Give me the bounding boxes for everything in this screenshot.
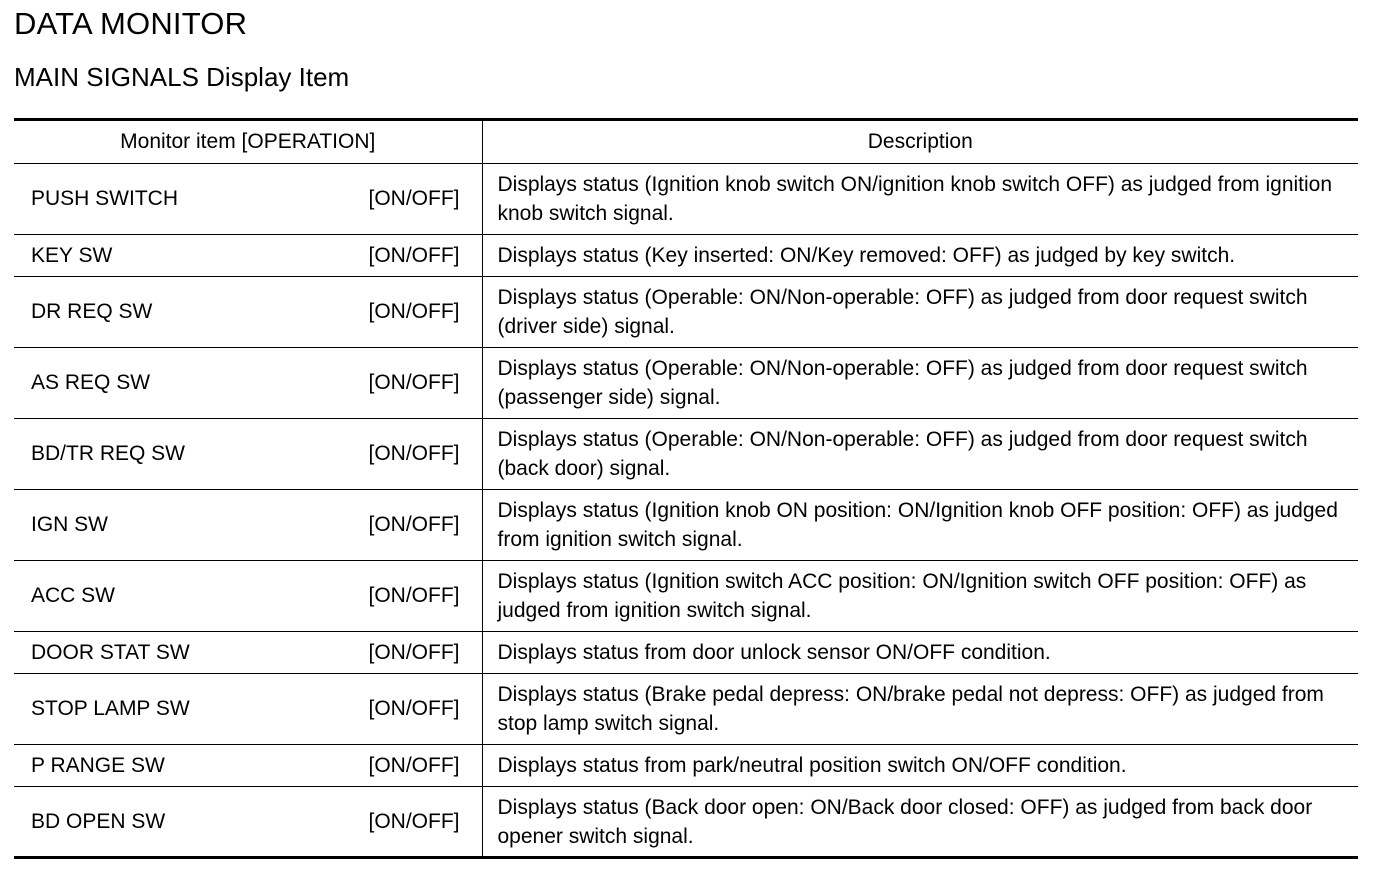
table-row <box>14 490 1358 561</box>
header-monitor-item: Monitor item [OPERATION] <box>14 120 482 164</box>
monitor-item-operation: [ON/OFF] <box>368 697 460 720</box>
signals-table <box>14 118 1358 859</box>
table-row <box>14 745 1358 787</box>
monitor-item-operation: [ON/OFF] <box>368 243 460 267</box>
monitor-item-name: KEY SW <box>31 243 113 267</box>
monitor-item-name: PUSH SWITCH <box>31 187 178 210</box>
section-title: MAIN SIGNALS Display Item <box>14 62 350 92</box>
monitor-item-cell <box>14 164 482 235</box>
table-header-row <box>14 120 1358 164</box>
description-cell: Displays status (Ignition switch ACC position: ON/Ignition switch OFF position: OFF) as judged from ignition switch signal. <box>482 561 1358 632</box>
monitor-item-name: DR REQ SW <box>31 300 153 323</box>
table-row <box>14 561 1358 632</box>
monitor-item-operation: [ON/OFF] <box>368 809 460 833</box>
monitor-item-operation: [ON/OFF] <box>368 640 460 664</box>
description-cell: Displays status (Operable: ON/Non-operable: OFF) as judged from door request switch (driver side) signal. <box>482 277 1358 348</box>
table-row <box>14 674 1358 745</box>
table-row <box>14 787 1358 858</box>
monitor-item-name: P RANGE SW <box>31 753 165 777</box>
table-row <box>14 419 1358 490</box>
monitor-item-operation: [ON/OFF] <box>368 513 460 536</box>
monitor-item-cell <box>14 277 482 348</box>
monitor-item-operation: [ON/OFF] <box>368 442 460 465</box>
table-row <box>14 164 1358 235</box>
monitor-item-cell <box>14 745 482 787</box>
monitor-item-operation: [ON/OFF] <box>368 753 460 777</box>
monitor-item-name: AS REQ SW <box>31 371 151 394</box>
monitor-item-name: IGN SW <box>31 513 108 536</box>
description-cell: Displays status (Key inserted: ON/Key removed: OFF) as judged by key switch. <box>482 235 1358 277</box>
description-cell: Displays status (Operable: ON/Non-operable: OFF) as judged from door request switch (passenger side) signal. <box>482 348 1358 419</box>
monitor-item-name: BD/TR REQ SW <box>31 442 186 465</box>
table-row <box>14 277 1358 348</box>
monitor-item-cell <box>14 419 482 490</box>
monitor-item-cell <box>14 787 482 858</box>
monitor-item-operation: [ON/OFF] <box>368 371 460 394</box>
monitor-item-name: STOP LAMP SW <box>31 697 190 720</box>
table-row <box>14 235 1358 277</box>
description-cell: Displays status (Operable: ON/Non-operable: OFF) as judged from door request switch (back door) signal. <box>482 419 1358 490</box>
table-row <box>14 632 1358 674</box>
page-title: DATA MONITOR <box>14 6 248 41</box>
monitor-item-operation: [ON/OFF] <box>368 187 460 210</box>
description-cell: Displays status (Brake pedal depress: ON/brake pedal not depress: OFF) as judged from stop lamp switch signal. <box>482 674 1358 745</box>
header-description: Description <box>482 120 1358 164</box>
description-cell: Displays status (Ignition knob switch ON/ignition knob switch OFF) as judged from ignition knob switch signal. <box>482 164 1358 235</box>
monitor-item-name: DOOR STAT SW <box>31 640 190 664</box>
monitor-item-cell <box>14 490 482 561</box>
description-cell: Displays status (Back door open: ON/Back door closed: OFF) as judged from back door opener switch signal. <box>482 787 1358 858</box>
monitor-item-cell <box>14 348 482 419</box>
monitor-item-name: ACC SW <box>31 584 115 607</box>
monitor-item-operation: [ON/OFF] <box>368 584 460 607</box>
monitor-item-cell <box>14 632 482 674</box>
monitor-item-cell <box>14 674 482 745</box>
description-cell: Displays status from door unlock sensor ON/OFF condition. <box>482 632 1358 674</box>
description-cell: Displays status (Ignition knob ON position: ON/Ignition knob OFF position: OFF) as judged from ignition switch signal. <box>482 490 1358 561</box>
monitor-item-name: BD OPEN SW <box>31 809 166 833</box>
table-row <box>14 348 1358 419</box>
monitor-item-cell <box>14 235 482 277</box>
monitor-item-operation: [ON/OFF] <box>368 300 460 323</box>
description-cell: Displays status from park/neutral position switch ON/OFF condition. <box>482 745 1358 787</box>
monitor-item-cell <box>14 561 482 632</box>
